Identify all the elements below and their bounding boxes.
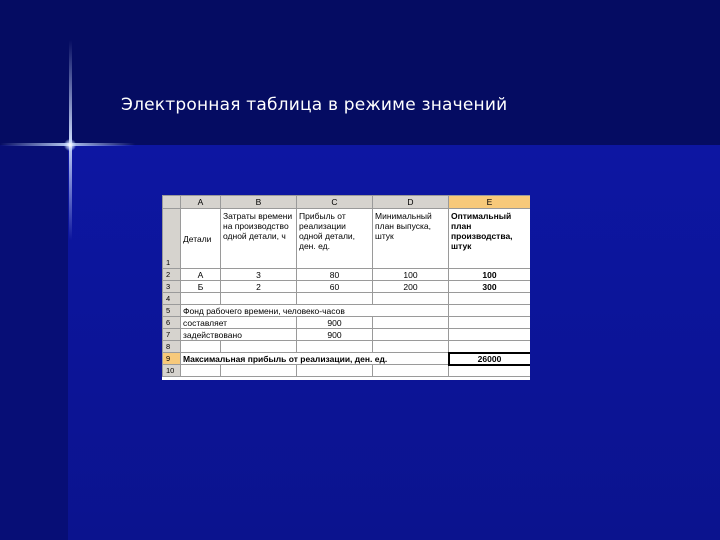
cell-d3[interactable]: 200 (373, 281, 449, 293)
row-header-4[interactable]: 4 (163, 293, 181, 305)
cell-c1[interactable]: Прибыль от реализации одной детали, ден. ед. (297, 209, 373, 269)
cell-b3[interactable]: 2 (221, 281, 297, 293)
cell-e6[interactable] (449, 317, 531, 329)
cell-a7-label[interactable]: задействовано (181, 329, 297, 341)
cell-c10[interactable] (297, 365, 373, 377)
cell-c6[interactable]: 900 (297, 317, 373, 329)
cell-a10[interactable] (181, 365, 221, 377)
cell-b4[interactable] (221, 293, 297, 305)
column-header-c[interactable]: C (297, 196, 373, 209)
cell-a3[interactable]: Б (181, 281, 221, 293)
column-header-b[interactable]: B (221, 196, 297, 209)
column-header-d[interactable]: D (373, 196, 449, 209)
star-flare-icon (64, 139, 76, 151)
cell-c2[interactable]: 80 (297, 269, 373, 281)
cell-a8[interactable] (181, 341, 221, 353)
cell-c3[interactable]: 60 (297, 281, 373, 293)
cell-d7[interactable] (373, 329, 449, 341)
cell-c8[interactable] (297, 341, 373, 353)
cell-a6-label[interactable]: составляет (181, 317, 297, 329)
cell-c7[interactable]: 900 (297, 329, 373, 341)
spreadsheet-screenshot (162, 195, 530, 380)
cell-e10[interactable] (449, 365, 531, 377)
cell-d6[interactable] (373, 317, 449, 329)
cell-e1[interactable]: Оптимальный план производства, штук (449, 209, 531, 269)
cell-e4[interactable] (449, 293, 531, 305)
cell-e7[interactable] (449, 329, 531, 341)
slide-top-band (0, 0, 720, 145)
cell-e8[interactable] (449, 341, 531, 353)
cell-e9-max-profit-value[interactable]: 26000 (449, 353, 531, 365)
row-header-6[interactable]: 6 (163, 317, 181, 329)
cell-e2[interactable]: 100 (449, 269, 531, 281)
slide-left-band (0, 145, 68, 540)
cell-a5-fund-label[interactable]: Фонд рабочего времени, человеко-часов (181, 305, 449, 317)
cell-b2[interactable]: 3 (221, 269, 297, 281)
cell-a1[interactable]: Детали (181, 209, 221, 269)
row-header-7[interactable]: 7 (163, 329, 181, 341)
row-header-3[interactable]: 3 (163, 281, 181, 293)
cell-c4[interactable] (297, 293, 373, 305)
column-header-e[interactable]: E (449, 196, 531, 209)
cell-d2[interactable]: 100 (373, 269, 449, 281)
column-header-a[interactable]: A (181, 196, 221, 209)
row-header-1[interactable]: 1 (163, 209, 181, 269)
cell-d8[interactable] (373, 341, 449, 353)
spreadsheet-grid (162, 195, 530, 377)
row-header-5[interactable]: 5 (163, 305, 181, 317)
row-header-10[interactable]: 10 (163, 365, 181, 377)
row-header-8[interactable]: 8 (163, 341, 181, 353)
cell-a4[interactable] (181, 293, 221, 305)
cell-a9-max-profit-label[interactable]: Максимальная прибыль от реализации, ден. ед. (181, 353, 449, 365)
cell-e5[interactable] (449, 305, 531, 317)
row-header-9[interactable]: 9 (163, 353, 181, 365)
cell-d10[interactable] (373, 365, 449, 377)
cell-e3[interactable]: 300 (449, 281, 531, 293)
grid-corner[interactable] (163, 196, 181, 209)
cell-b10[interactable] (221, 365, 297, 377)
cell-a2[interactable]: А (181, 269, 221, 281)
row-header-2[interactable]: 2 (163, 269, 181, 281)
cell-b8[interactable] (221, 341, 297, 353)
cell-d4[interactable] (373, 293, 449, 305)
cell-d1[interactable]: Минимальный план выпуска, штук (373, 209, 449, 269)
cell-b1[interactable]: Затраты времени на производство одной детали, ч (221, 209, 297, 269)
slide-title: Электронная таблица в режиме значений (121, 95, 508, 115)
